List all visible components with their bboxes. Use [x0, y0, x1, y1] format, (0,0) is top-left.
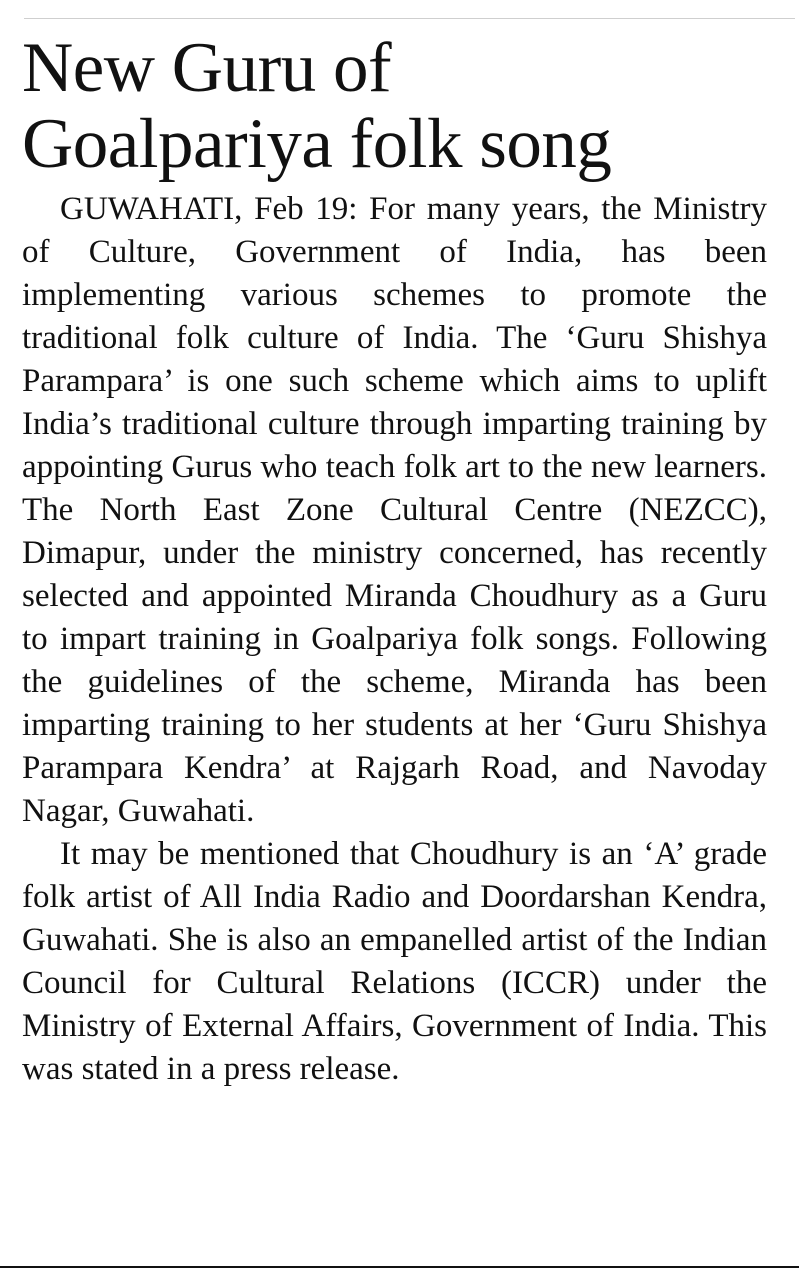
news-article — [22, 30, 767, 1091]
headline-line-2: Goalpariya folk song — [22, 105, 612, 183]
headline-line-1: New Guru of — [22, 29, 392, 107]
article-headline — [22, 30, 767, 182]
article-paragraph-2: It may be mentioned that Choudhury is an ‘A’ grade folk artist of All India Radio and Doordarshan Kendra, Guwahati. She is also an empanelled artist of the Indian Council for Cultural Relations (ICCR) under the Ministry of External Affairs, Government of India. This was stated in a press release. — [22, 836, 767, 1087]
top-divider — [24, 18, 795, 19]
article-paragraph-1: GUWAHATI, Feb 19: For many years, the Ministry of Culture, Government of India, has been implementing various schemes to promote the traditional folk culture of India. The ‘Guru Shishya Parampara’ is one such scheme which aims to uplift India’s traditional culture through imparting training by appointing Gurus who teach folk art to the new learners. The North East Zone Cultural Centre (NEZCC), Dimapur, under the ministry concerned, has recently selected and appointed Miranda Choudhury as a Guru to impart training in Goalpariya folk songs. Following the guidelines of the scheme, Miranda has been imparting training to her students at her ‘Guru Shishya Parampara Kendra’ at Rajgarh Road, and Navoday Nagar, Guwahati. — [22, 191, 767, 829]
bottom-divider — [0, 1266, 799, 1268]
